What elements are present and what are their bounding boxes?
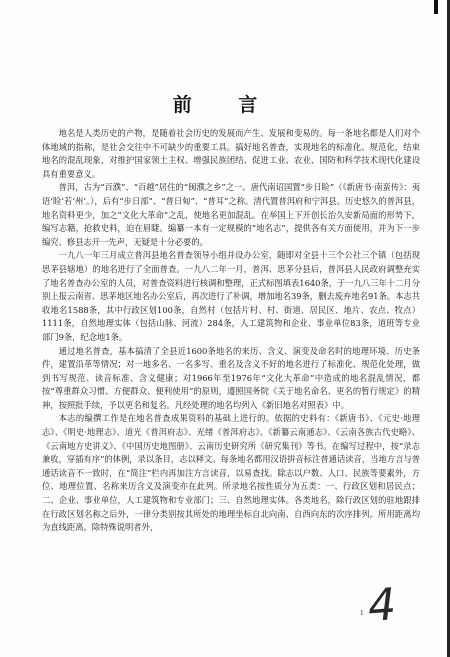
preface-body: [42, 127, 420, 535]
paragraph-4: 通过地名普查，基本搞清了全县近1600条地名的来历、含义、演变及命名时的地理环境、历史条件，建置沿革等情况；对一地多名、一名多写、重名及含义不好的地名进行了标准化、规范化处理，做到书写规范、读音标准、含义健康；对1966年至1976年“文化大革命”中造成的地名混乱情况，都按“尊重群众习惯、方便群众、便利使用”的原则，遵照国务院《关于地名命名、更名的暂行规定》的精神，按照批手续，予以更名和复名。凡经处理的地名均列入《新旧地名对照表》中。: [42, 345, 420, 410]
handwritten-page-mark: 4: [366, 579, 398, 632]
page-number: 1: [360, 610, 364, 617]
paragraph-1: 地名是人类历史的产物，是随着社会历史的发展而产生、发展和变易的。每一条地名都是人们对个体地域的指称，是社会交往中不可缺少的重要工具。搞好地名普查，实现地名的标准化、规范化，结束地名的混乱现象，对维护国家领土主权、增强民族团结、促进工业、农业、国防和科学技术现代化建设具有重要意义。: [42, 128, 420, 179]
paragraph-5: 本志的编撰工作是在地名普查成果资料的基础上进行的。依据的史料有：《新唐书》、《元史·地理志》、《明史·地理志》、道光《普洱府志》、光绪《普洱府志》、《新纂云南通志》、《云南各族古代史略》、《云南地方史讲义》、《中国历史地图册》、云南历史研究所《研究集刊》等书。在编写过程中，按“录志兼收，穿插有序”的体例，录以条目，志以释文。每条地名都用汉语拼音标注普通话读音，当地方言与普通话读音不一致时，在“简注”栏内再加注方言读音，以易查找。除志以户数、人口、民族等要素外，方位、地理位置、名称来历含义及演变亦在此列。所录地名按性质分为五类：一、行政区划和居民点；二、企业、事业单位，人工建筑物和专业部门；三、自然地理实体。各类地名，除行政区划的驻地跟排在行政区划名称之后外，一律分类别按其所处的地理坐标自北向南、自西向东的次序排列。所用距离均为直线距离。除特殊说明者外，: [42, 413, 420, 533]
paragraph-2: 普洱，古为“百濮”、“百越”居住的“闽濮之乡”之一。唐代南诏国置“步日睑”（《新唐书·南蛮传》：夷语‘睑’若‘州’。），后有“步日部”、“普日甸”、“普耳”之称。清代置普洱府和宁洱县。历史悠久的普洱县，地名资料更少，加之“文化大革命”之乱，使地名更加混乱。在举国上下开创长治久安新局面的形势下，编写志籍，抢救史料，迫在眉睫。编纂一本有一定规模的“地名志”，提供各有关方面使用，并为下一步编究、修县志开一先声，无疑是十分必要的。: [42, 182, 420, 247]
page-title: 前 言: [172, 94, 278, 116]
corner-mark: [434, 0, 438, 14]
paragraph-3: 一九八一年三月成立普洱县地名普查领导小组并设办公室，随即对全县十三个公社三个镇（包括现思茅县辖地）的地名进行了全面普查。一九八二年一月，普洱、思茅分县后，普洱县人民政府调整充实了地名普查办公室的人员，对普查资料进行核调和整理，正式标图填表1640条，于一九八三年十二月分别上报云南省、思茅地区地名办公室后，再次进行了补调，增加地名39条，删去废弃地名91条。本志共收地名1588条，其中行政区划100条，自然村（包括片村、村、街道、居民区、地片、农点、牧点）1111条，自然地理实体（包括山脉、河流）284条，人工建筑物和企业、事业单位83条，道班等专业部门9条，纪念地1条。: [42, 250, 420, 342]
